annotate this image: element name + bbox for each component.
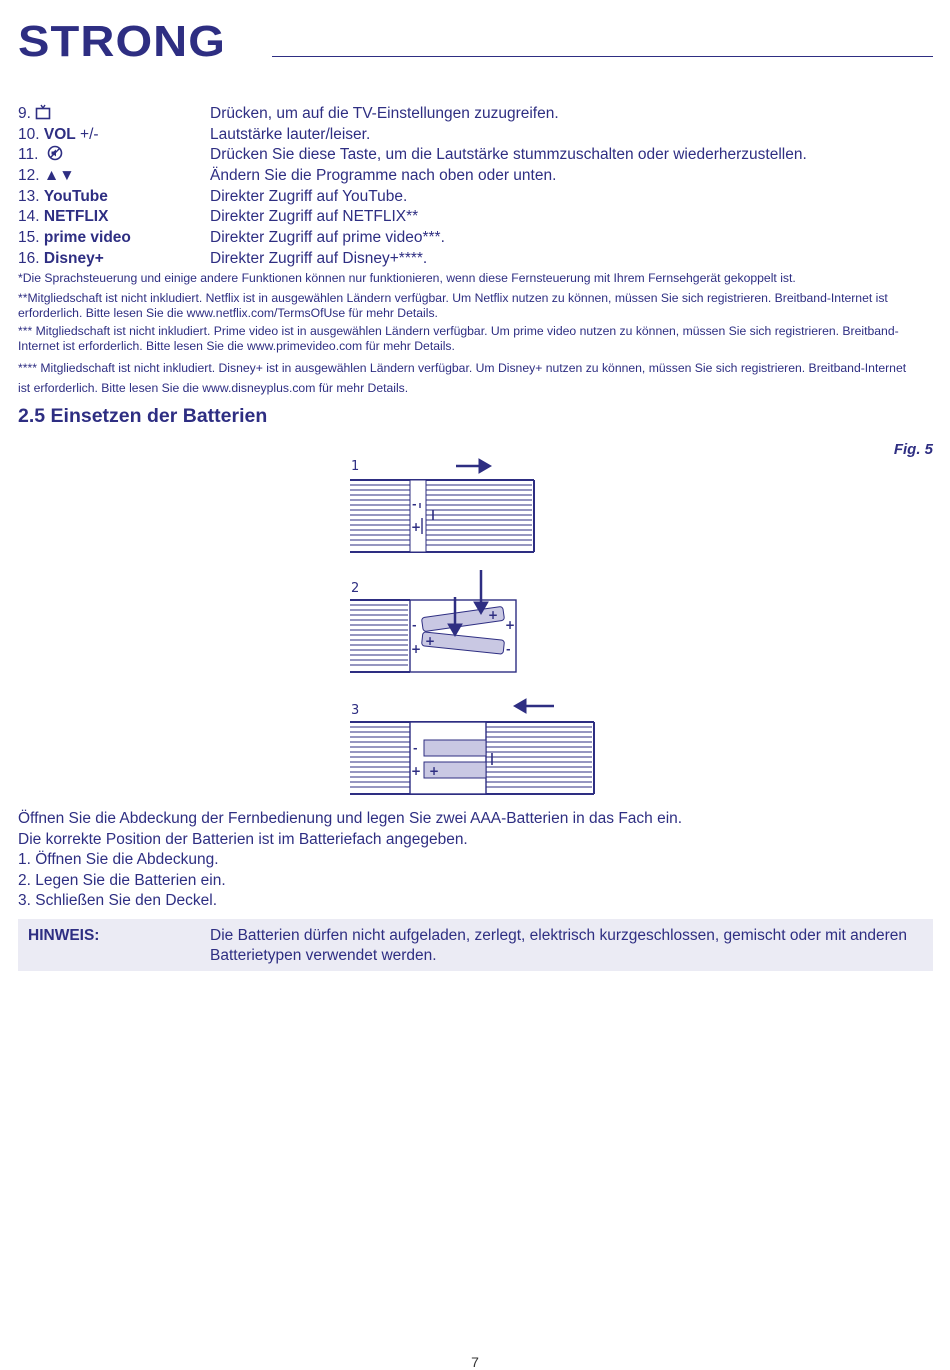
step-number-3: 3 [351, 703, 360, 718]
key-number: 10. [18, 125, 40, 143]
key-description: Direkter Zugriff auf prime video***. [210, 229, 445, 247]
key-name: Disney+ [43, 249, 104, 267]
key-description: Direkter Zugriff auf Disney+****. [210, 249, 428, 267]
key-name: prime video [43, 229, 131, 247]
figure-label: Fig. 5 [893, 441, 933, 458]
key-number: 15. [18, 229, 40, 247]
strong-logo [18, 20, 228, 62]
page-number: 7 [471, 1354, 479, 1370]
polarity-plus-label: + [411, 764, 422, 778]
note-text: Die Batterien dürfen nicht aufgeladen, zerlegt, elektrisch kurzgeschlossen, gemischt oder mit anderen Batterietypen verwendet werden. [210, 927, 908, 964]
note-box [18, 919, 933, 971]
key-row [18, 125, 933, 146]
polarity-minus-label: - [412, 619, 417, 632]
footnote-netflix: **Mitgliedschaft ist nicht inkludiert. Netflix ist in ausgewählen Ländern verfügbar. Um Netflix nutzen zu können, müssen Sie sich registrieren. Breitband-Internet ist erforderlich. Bitte lesen Sie die www.netflix.com/TermsOfUse für mehr Details. [18, 291, 888, 320]
key-name: ▲▼ [43, 167, 75, 185]
key-description: Direkter Zugriff auf YouTube. [210, 187, 408, 205]
step-number-1: 1 [351, 459, 360, 474]
step-1-remote-closed [350, 480, 534, 552]
polarity-plus-label: + [505, 618, 516, 632]
tv-settings-icon [35, 104, 51, 127]
key-number: 11. [18, 146, 39, 164]
polarity-minus-label: - [506, 643, 511, 656]
key-row [18, 104, 933, 125]
key-name-suffix: +/- [75, 125, 99, 143]
mute-icon [47, 145, 63, 168]
key-row [18, 145, 933, 166]
key-number: 12. [18, 167, 40, 185]
key-name: YouTube [43, 187, 108, 205]
battery-plus-label: + [429, 764, 440, 778]
key-row [18, 207, 933, 228]
instructions [18, 809, 933, 912]
battery-illustration [340, 452, 610, 802]
footnote-disney-plus: **** Mitgliedschaft ist nicht inkludiert. Disney+ ist in ausgewählen Ländern verfügbar. Um Disney+ nutzen zu können, müssen Sie sich registrieren. Breitband-Internet ist erforderlich. Bitte lesen Sie die www.disneyplus.com für mehr Details. [18, 361, 907, 395]
note-label: HINWEIS: [28, 927, 100, 944]
section-title: 2.5 Einsetzen der Batterien [18, 405, 268, 427]
key-row [18, 166, 933, 187]
key-description: Direkter Zugriff auf NETFLIX** [210, 208, 419, 226]
polarity-minus-label: - [413, 742, 418, 755]
key-name: VOL [43, 125, 76, 143]
key-row [18, 249, 933, 270]
key-name: NETFLIX [43, 208, 109, 226]
key-row [18, 228, 933, 249]
key-number: 13. [18, 187, 40, 205]
instruction-step-2: 2. Legen Sie die Batterien ein. [18, 871, 226, 889]
key-number: 9. [18, 105, 31, 122]
key-number: 16. [18, 249, 40, 267]
key-description: Drücken Sie diese Taste, um die Lautstärke stummzuschalten oder wiederherzustellen. [210, 146, 807, 164]
battery-plus-label: + [425, 634, 436, 648]
polarity-minus-label: - [412, 498, 417, 511]
key-description: Ändern Sie die Programme nach oben oder unten. [210, 167, 557, 185]
brand-wordmark: STRONG [18, 20, 226, 62]
battery-plus-label: + [488, 608, 499, 622]
key-description: Drücken, um auf die TV-Einstellungen zuzugreifen. [210, 105, 559, 122]
polarity-plus-label: + [411, 520, 422, 534]
footnote-prime-video: *** Mitgliedschaft ist nicht inkludiert. Prime video ist in ausgewählen Ländern verfügbar. Um prime video nutzen zu können, müssen Sie sich registrieren. Breitband-Internet ist erforderlich. Bitte lesen Sie die www.primevideo.com für mehr Details. [18, 324, 899, 353]
key-row [18, 187, 933, 208]
key-number: 14. [18, 208, 40, 226]
step-number-2: 2 [351, 581, 360, 596]
polarity-plus-label: + [411, 642, 422, 656]
instruction-intro: Öffnen Sie die Abdeckung der Fernbedienung und legen Sie zwei AAA-Batterien in das Fach ein. [18, 810, 683, 827]
instruction-step-1: 1. Öffnen Sie die Abdeckung. [18, 851, 219, 869]
header-rule [272, 56, 933, 57]
instruction-step-3: 3. Schließen Sie den Deckel. [18, 892, 218, 910]
instruction-position: Die korrekte Position der Batterien ist im Batteriefach angegeben. [18, 830, 468, 848]
key-list [18, 104, 933, 270]
step-3-remote-closing [350, 699, 594, 794]
key-description: Lautstärke lauter/leiser. [210, 125, 371, 143]
footnote-voice-control: *Die Sprachsteuerung und einige andere Funktionen können nur funktionieren, wenn diese Fernsteuerung mit Ihrem Fernsehgerät gekoppelt ist. [18, 271, 796, 285]
